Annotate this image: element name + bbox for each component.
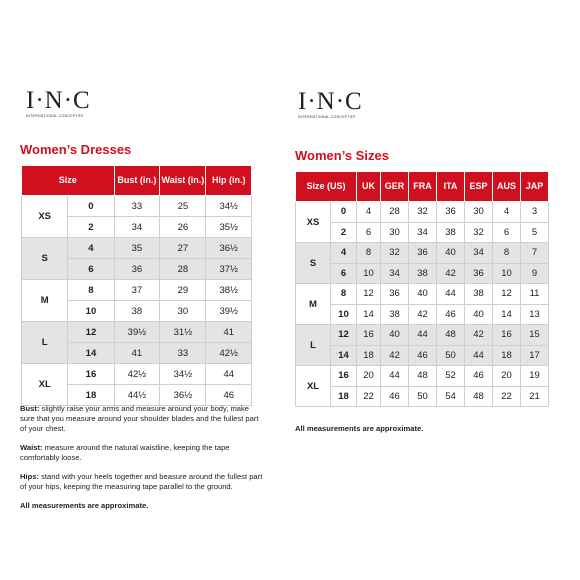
header-ger: GER [381,172,409,202]
table-row [22,364,252,385]
us-size-cell: 6 [331,263,357,284]
jap-cell: 13 [521,304,549,325]
uk-cell: 8 [357,243,381,264]
header-aus: AUS [493,172,521,202]
uk-cell: 12 [357,284,381,305]
waist-cell: 33 [160,343,206,364]
aus-cell: 14 [493,304,521,325]
hip-cell: 42½ [206,343,252,364]
waist-cell: 26 [160,217,206,238]
header-jap: JAP [521,172,549,202]
uk-cell: 20 [357,366,381,387]
fra-cell: 34 [409,222,437,243]
ita-cell: 44 [437,284,465,305]
header-uk: UK [357,172,381,202]
aus-cell: 22 [493,386,521,407]
size-group-cell: XS [296,202,331,243]
jap-cell: 9 [521,263,549,284]
bust-cell: 37 [114,280,160,301]
header-size: Size [22,166,115,196]
ita-cell: 50 [437,345,465,366]
size-group-cell: XL [22,364,68,406]
num-cell: 12 [68,322,114,343]
size-group-cell: M [296,284,331,325]
aus-cell: 8 [493,243,521,264]
header-bust: Bust (in.) [114,166,160,196]
ger-cell: 34 [381,263,409,284]
us-size-cell: 18 [331,386,357,407]
bust-note-text: slightly raise your arms and measure around your body, make sure that you measure around your shoulder blades and the fullest part of your chest. [20,404,259,433]
hip-cell: 38½ [206,280,252,301]
waist-cell: 27 [160,238,206,259]
fra-cell: 40 [409,284,437,305]
waist-cell: 25 [160,196,206,217]
header-waist: Waist (in.) [160,166,206,196]
waist-note [20,443,265,463]
us-size-cell: 4 [331,243,357,264]
aus-cell: 12 [493,284,521,305]
logo-mark: I·N·C [26,87,91,114]
aus-cell: 6 [493,222,521,243]
size-group-cell: L [296,325,331,366]
num-cell: 0 [68,196,114,217]
approx-note-left [20,501,265,511]
bust-cell: 38 [114,301,160,322]
num-cell: 16 [68,364,114,385]
esp-cell: 44 [465,345,493,366]
ita-cell: 52 [437,366,465,387]
hip-cell: 39½ [206,301,252,322]
hip-cell: 34½ [206,196,252,217]
us-size-cell: 8 [331,284,357,305]
waist-cell: 31½ [160,322,206,343]
aus-cell: 20 [493,366,521,387]
uk-cell: 10 [357,263,381,284]
fra-cell: 46 [409,345,437,366]
us-size-cell: 12 [331,325,357,346]
logo-mark: I·N·C [298,88,363,115]
ita-cell: 46 [437,304,465,325]
dresses-title: Women’s Dresses [20,142,132,157]
hip-cell: 37½ [206,259,252,280]
ita-cell: 36 [437,202,465,223]
table-row [296,366,549,387]
esp-cell: 38 [465,284,493,305]
us-size-cell: 14 [331,345,357,366]
bust-cell: 33 [114,196,160,217]
table-row [22,196,252,217]
jap-cell: 15 [521,325,549,346]
uk-cell: 22 [357,386,381,407]
esp-cell: 30 [465,202,493,223]
ger-cell: 38 [381,304,409,325]
size-group-cell: XS [22,196,68,238]
header-hip: Hip (in.) [206,166,252,196]
jap-cell: 5 [521,222,549,243]
ger-cell: 30 [381,222,409,243]
table-row [296,284,549,305]
hip-cell: 35½ [206,217,252,238]
ita-cell: 54 [437,386,465,407]
ita-cell: 42 [437,263,465,284]
measurement-notes [20,404,265,520]
esp-cell: 32 [465,222,493,243]
approx-note-right: All measurements are approximate. [295,424,424,433]
inc-logo-left [26,88,91,118]
header-fra: FRA [409,172,437,202]
fra-cell: 36 [409,243,437,264]
esp-cell: 42 [465,325,493,346]
num-cell: 14 [68,343,114,364]
approx-note-text: All measurements are approximate. [20,501,149,510]
fra-cell: 42 [409,304,437,325]
us-size-cell: 2 [331,222,357,243]
table-row [296,263,549,284]
uk-cell: 14 [357,304,381,325]
dresses-size-table [21,165,252,406]
fra-cell: 50 [409,386,437,407]
table-row [22,322,252,343]
bust-cell: 35 [114,238,160,259]
fra-cell: 44 [409,325,437,346]
bust-cell: 39½ [114,322,160,343]
num-cell: 4 [68,238,114,259]
table-row [296,222,549,243]
header-ita: ITA [437,172,465,202]
size-group-cell: XL [296,366,331,407]
table-row [296,304,549,325]
waist-note-label: Waist: [20,443,43,452]
size-group-cell: L [22,322,68,364]
table-row [22,280,252,301]
table-row [22,238,252,259]
fra-cell: 48 [409,366,437,387]
waist-cell: 28 [160,259,206,280]
hips-note [20,472,265,492]
ger-cell: 36 [381,284,409,305]
esp-cell: 36 [465,263,493,284]
table-row [296,386,549,407]
ger-cell: 28 [381,202,409,223]
table-row [296,243,549,264]
table-row [296,202,549,223]
ger-cell: 40 [381,325,409,346]
waist-cell: 36½ [160,385,206,406]
international-size-table [295,171,549,407]
num-cell: 8 [68,280,114,301]
table-row [296,345,549,366]
aus-cell: 4 [493,202,521,223]
aus-cell: 18 [493,345,521,366]
us-size-cell: 0 [331,202,357,223]
bust-cell: 36 [114,259,160,280]
us-size-cell: 10 [331,304,357,325]
jap-cell: 19 [521,366,549,387]
waist-cell: 30 [160,301,206,322]
fra-cell: 32 [409,202,437,223]
fra-cell: 38 [409,263,437,284]
ita-cell: 38 [437,222,465,243]
ger-cell: 46 [381,386,409,407]
aus-cell: 16 [493,325,521,346]
jap-cell: 7 [521,243,549,264]
bust-note [20,404,265,434]
bust-cell: 41 [114,343,160,364]
num-cell: 18 [68,385,114,406]
ita-cell: 48 [437,325,465,346]
ger-cell: 32 [381,243,409,264]
ger-cell: 42 [381,345,409,366]
esp-cell: 48 [465,386,493,407]
jap-cell: 3 [521,202,549,223]
sizes-title: Women’s Sizes [295,148,389,163]
aus-cell: 10 [493,263,521,284]
uk-cell: 18 [357,345,381,366]
bust-cell: 44½ [114,385,160,406]
ger-cell: 44 [381,366,409,387]
bust-cell: 42½ [114,364,160,385]
logo-subtitle: INTERNATIONAL CONCEPTS® [298,115,356,119]
size-group-cell: S [296,243,331,284]
waist-note-text: measure around the natural waistline, keeping the tape comfortably loose. [20,443,230,462]
num-cell: 6 [68,259,114,280]
size-group-cell: S [22,238,68,280]
header-size-us: Size (US) [296,172,357,202]
uk-cell: 4 [357,202,381,223]
hip-cell: 36½ [206,238,252,259]
inc-logo-right [298,89,363,119]
hip-cell: 46 [206,385,252,406]
jap-cell: 17 [521,345,549,366]
uk-cell: 6 [357,222,381,243]
size-group-cell: M [22,280,68,322]
hip-cell: 41 [206,322,252,343]
esp-cell: 46 [465,366,493,387]
jap-cell: 11 [521,284,549,305]
table-row [296,325,549,346]
uk-cell: 16 [357,325,381,346]
waist-cell: 34½ [160,364,206,385]
waist-cell: 29 [160,280,206,301]
hip-cell: 44 [206,364,252,385]
jap-cell: 21 [521,386,549,407]
hips-note-text: stand with your heels together and beasure around the fullest part of your hips, keeping the measuring tape parallel to the ground. [20,472,263,491]
logo-subtitle: INTERNATIONAL CONCEPTS® [26,114,84,118]
esp-cell: 40 [465,304,493,325]
esp-cell: 34 [465,243,493,264]
num-cell: 2 [68,217,114,238]
ita-cell: 40 [437,243,465,264]
us-size-cell: 16 [331,366,357,387]
hips-note-label: Hips: [20,472,39,481]
header-esp: ESP [465,172,493,202]
num-cell: 10 [68,301,114,322]
bust-cell: 34 [114,217,160,238]
bust-note-label: Bust: [20,404,40,413]
